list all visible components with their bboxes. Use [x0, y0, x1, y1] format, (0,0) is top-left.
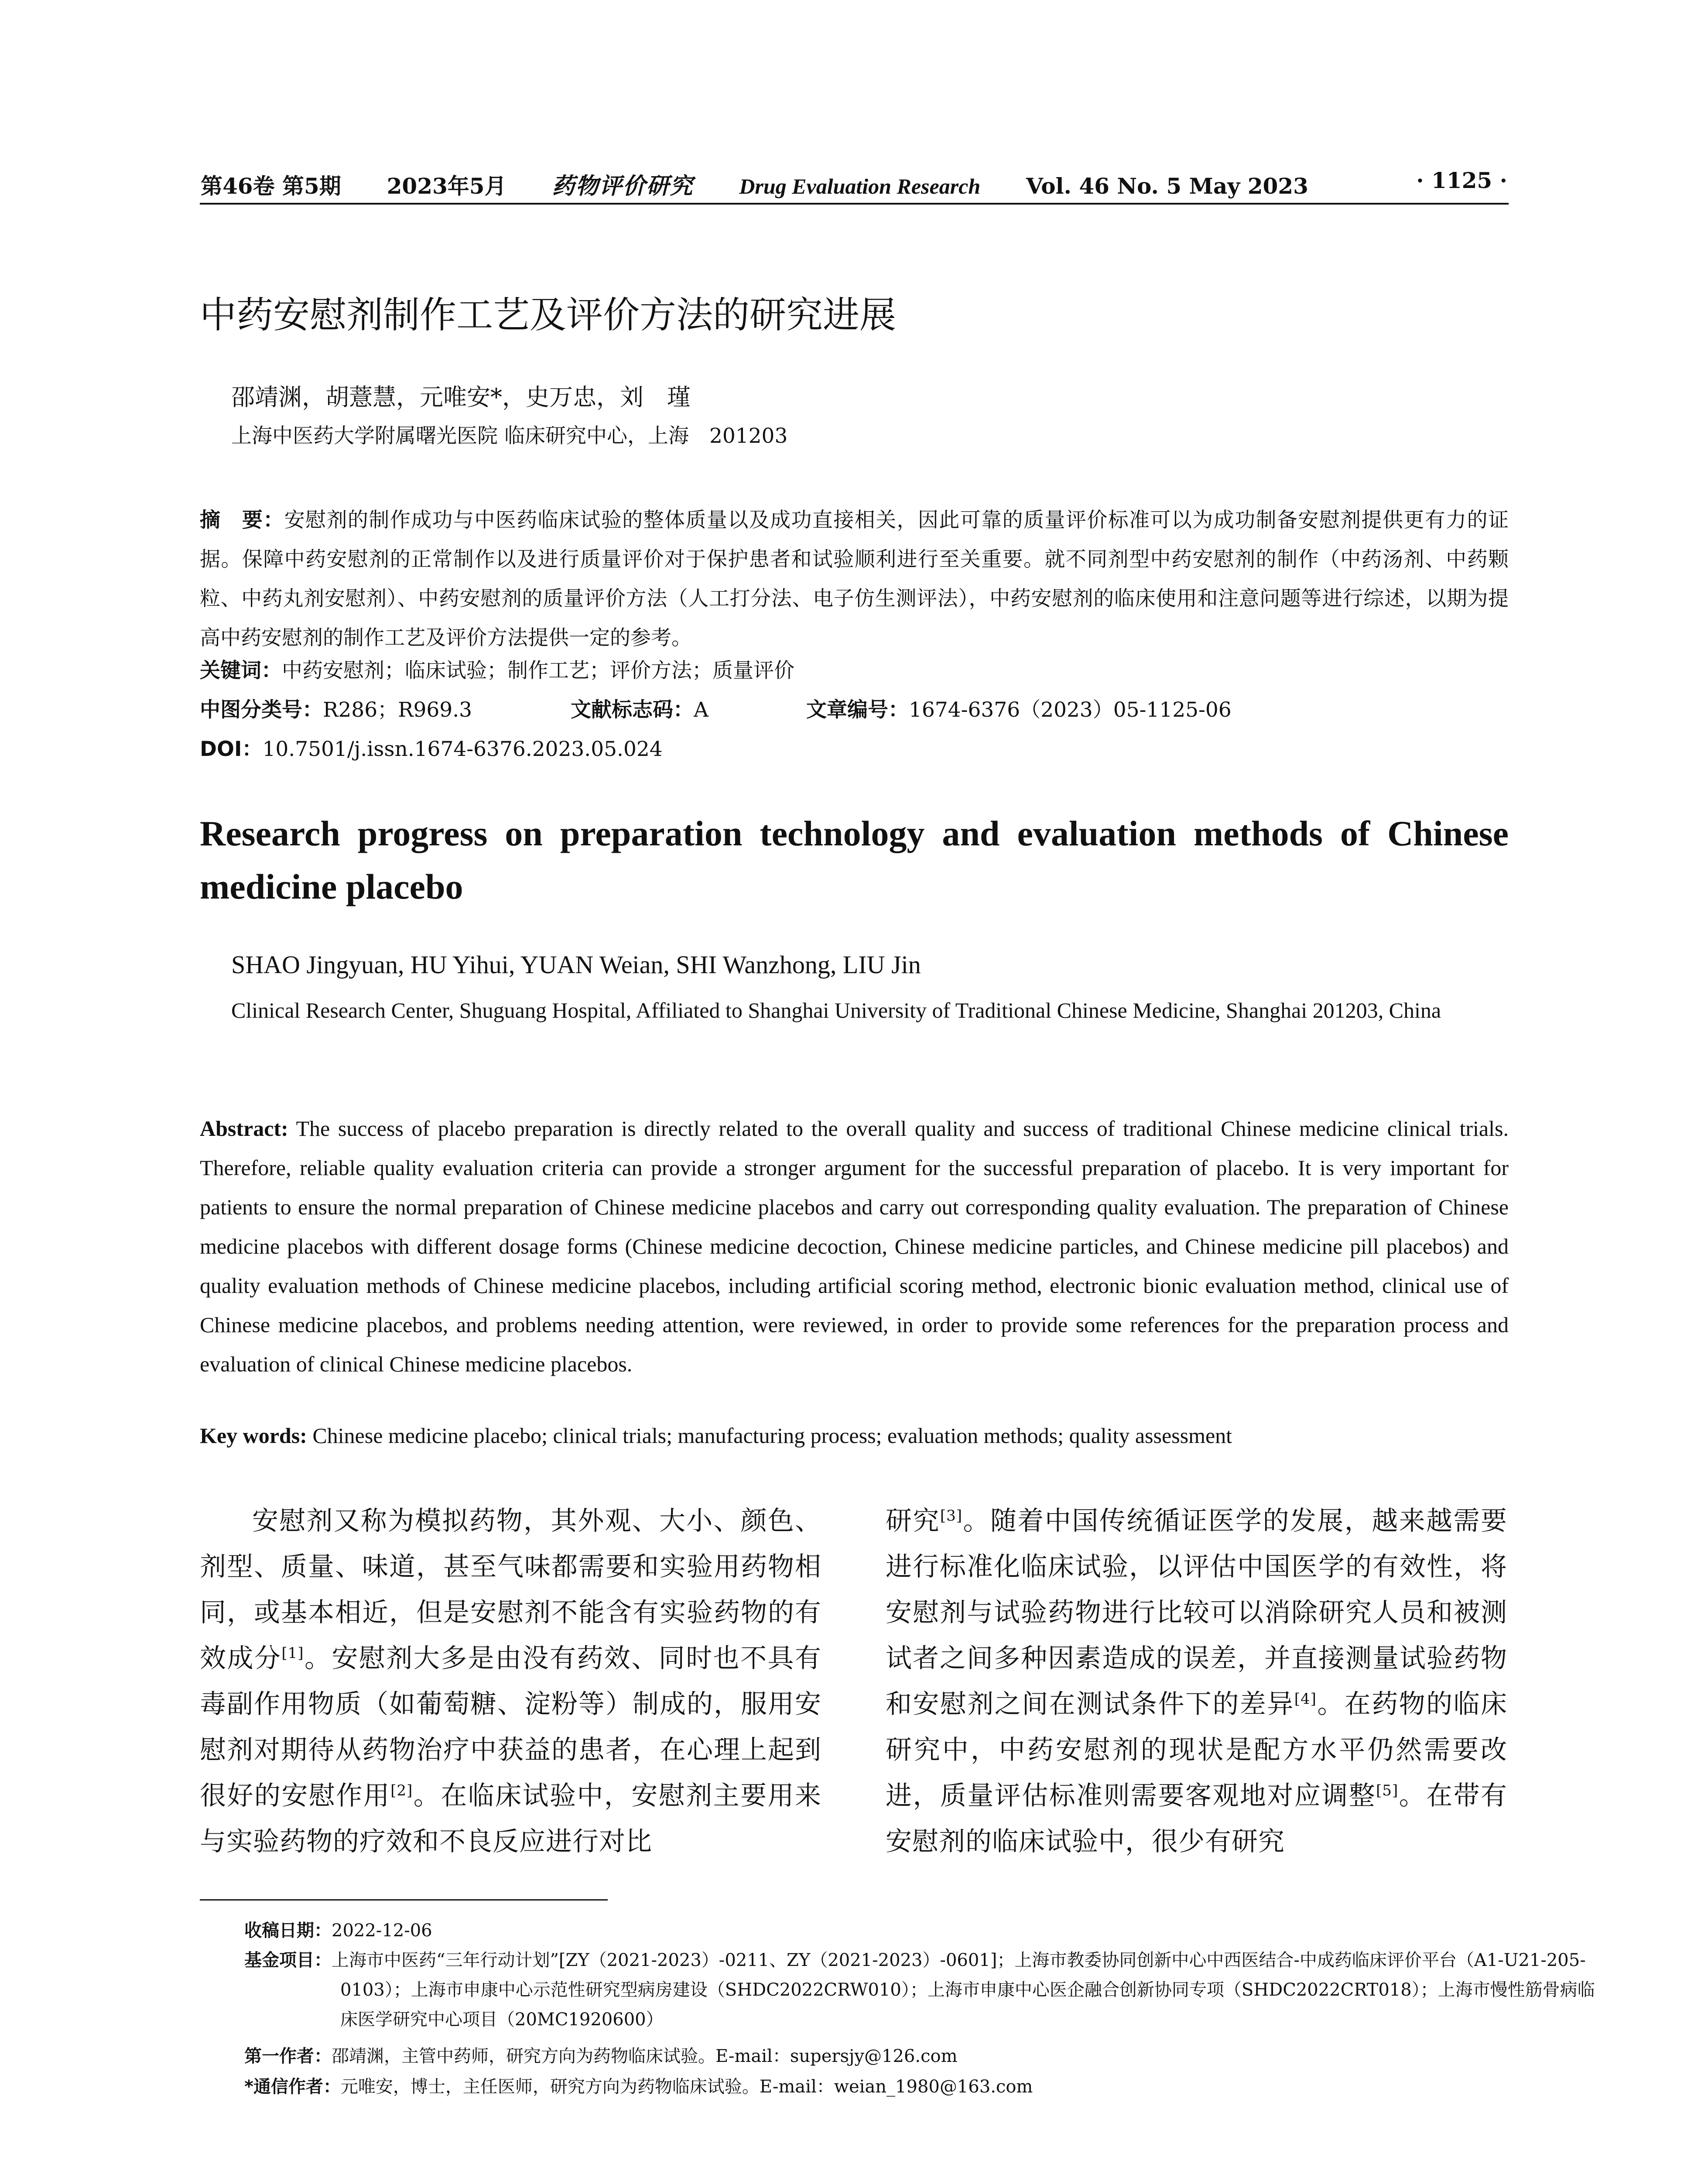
article-id-label: 文章编号：	[806, 698, 909, 722]
journal-logo: 药物评价研究	[552, 173, 694, 199]
authors-en: SHAO Jingyuan, HU Yihui, YUAN Weian, SHI Wanzhong, LIU Jin	[231, 950, 921, 979]
fund-text: 上海市中医药“三年行动计划”[ZY（2021-2023）-0211、ZY（2021-2023）-0601]；上海市教委协同创新中心中西医结合-中成药临床评价平台（A1-U21-205-0103）；上海市申康中心示范性研究型病房建设（SHDC2022CRW010）；上海市申康中心医企融合创新协同专项（SHDC2022CRT018）；上海市慢性筋骨病临床医学研究中心项目（20MC1920600）	[332, 1950, 1595, 2030]
footnote-corresponding-author	[244, 2072, 1509, 2102]
citation[interactable]: [2]	[390, 1782, 413, 1799]
page-number: · 1125 ·	[1416, 168, 1507, 193]
footnote-fund	[244, 1945, 1605, 2034]
doi-value: 10.7501/j.issn.1674-6376.2023.05.024	[262, 737, 663, 761]
citation[interactable]: [1]	[281, 1644, 304, 1662]
header-journal-en: Drug Evaluation Research	[739, 174, 981, 198]
footnote-divider	[200, 1899, 608, 1901]
header-divider	[200, 203, 1509, 205]
abstract-cn-label: 摘 要：	[200, 508, 284, 532]
abstract-cn	[200, 501, 1509, 658]
doi-label: DOI：	[200, 737, 263, 761]
keywords-cn-label: 关键词：	[200, 659, 282, 683]
header-volume-cn: 第46卷 第5期	[201, 173, 341, 199]
running-header	[201, 168, 1509, 200]
body-column-right	[886, 1498, 1507, 1865]
body-text: 。安慰剂大多是由没有药效、同时也不具有毒副作用物质（如葡萄糖、淀粉等）制成的，服用安慰剂对期待从药物治疗中获益的患者，在心理上起到很好的安慰作用	[200, 1643, 822, 1811]
body-column-left	[200, 1498, 821, 1865]
doi-line	[200, 733, 1509, 762]
article-title-cn: 中药安慰剂制作工艺及评价方法的研究进展	[200, 294, 897, 336]
citation[interactable]: [4]	[1294, 1690, 1317, 1708]
keywords-en	[200, 1423, 1509, 1448]
first-author-text: 邵靖渊，主管中药师，研究方向为药物临床试验。E-mail：supersjy@126.com	[332, 2046, 958, 2066]
abstract-cn-text: 安慰剂的制作成功与中医药临床试验的整体质量以及成功直接相关，因此可靠的质量评价标准可以为成功制备安慰剂提供更有力的证据。保障中药安慰剂的正常制作以及进行质量评价对于保护患者和试验顺利进行至关重要。就不同剂型中药安慰剂的制作（中药汤剂、中药颗粒、中药丸剂安慰剂）、中药安慰剂的质量评价方法（人工打分法、电子仿生测评法），中药安慰剂的临床使用和注意问题等进行综述，以期为提高中药安慰剂的制作工艺及评价方法提供一定的参考。	[200, 508, 1509, 650]
citation[interactable]: [3]	[940, 1507, 963, 1525]
header-volume-en: Vol. 46 No. 5 May 2023	[1026, 173, 1308, 199]
body-text: 。在临床试验中，安慰剂主要用来与实验药物的疗效和不良反应进行对比	[200, 1781, 822, 1857]
header-date-cn: 2023年5月	[387, 173, 507, 199]
keywords-cn	[200, 654, 1509, 684]
doc-code-label: 文献标志码：	[571, 698, 694, 722]
body-text: 研究	[886, 1506, 940, 1536]
corresponding-label: *通信作者：	[244, 2077, 341, 2097]
affiliation-cn: 上海中医药大学附属曙光医院 临床研究中心，上海 201203	[231, 424, 788, 448]
article-id-value: 1674-6376（2023）05-1125-06	[909, 698, 1232, 722]
abstract-en	[200, 1109, 1509, 1384]
received-date: 2022-12-06	[332, 1921, 432, 1941]
affiliation-en: Clinical Research Center, Shuguang Hospital, Affiliated to Shanghai University of Traditional Chinese Medicine, Shanghai 201203, China	[231, 998, 1441, 1022]
keywords-en-label: Key words:	[200, 1423, 307, 1448]
doc-code-value: A	[694, 698, 709, 722]
article-title-en: Research progress on preparation technology and evaluation methods of Chinese medicine placebo	[200, 814, 1509, 906]
keywords-cn-text: 中药安慰剂；临床试验；制作工艺；评价方法；质量评价	[282, 659, 794, 683]
body-text: 。在药物的临床研究中，中药安慰剂的现状是配方水平仍然需要改进，质量评估标准则需要客观地对应调整	[886, 1689, 1508, 1811]
classification-line	[200, 694, 1509, 723]
body-text: 安慰剂又称为模拟药物，其外观、大小、颜色、剂型、质量、味道，甚至气味都需要和实验用药物相同，或基本相近，但是安慰剂不能含有实验药物的有效成分	[200, 1506, 821, 1674]
body-text: 。随着中国传统循证医学的发展，越来越需要进行标准化临床试验，以评估中国医学的有效性，将安慰剂与试验药物进行比较可以消除研究人员和被测试者之间多种因素造成的误差，并直接测量试验药物和安慰剂之间在测试条件下的差异	[886, 1506, 1508, 1720]
footnote-first-author	[244, 2041, 1509, 2071]
abstract-en-label: Abstract:	[200, 1116, 288, 1141]
body-text: 。在带有安慰剂的临床试验中，很少有研究	[886, 1781, 1508, 1857]
corresponding-text: 元唯安，博士，主任医师，研究方向为药物临床试验。E-mail：weian_1980@163.com	[340, 2077, 1033, 2097]
clc-label: 中图分类号：	[200, 698, 323, 722]
footnote-received	[244, 1916, 1509, 1945]
clc-value: R286；R969.3	[323, 698, 472, 722]
authors-cn: 邵靖渊，胡薏慧，元唯安*，史万忠，刘 瑾	[231, 383, 691, 411]
citation[interactable]: [5]	[1376, 1782, 1399, 1799]
abstract-en-text: The success of placebo preparation is directly related to the overall quality and success of traditional Chinese medicine clinical trials. Therefore, reliable quality evaluation criteria can provide a stronger argument for the successful preparation of placebo. It is very important for patients to ensure the normal preparation of Chinese medicine placebos and carry out corresponding quality evaluation. The preparation of Chinese medicine placebos with different dosage forms (Chinese medicine decoction, Chinese medicine particles, and Chinese medicine pill placebos) and quality evaluation methods of Chinese medicine placebos, including artificial scoring method, electronic bionic evaluation method, clinical use of Chinese medicine placebos, and problems needing attention, were reviewed, in order to provide some references for the preparation process and evaluation of clinical Chinese medicine placebos.	[200, 1116, 1509, 1376]
keywords-en-text: Chinese medicine placebo; clinical trials; manufacturing process; evaluation methods; quality assessment	[312, 1423, 1232, 1448]
first-author-label: 第一作者：	[244, 2046, 332, 2066]
fund-label: 基金项目：	[244, 1950, 332, 1970]
received-label: 收稿日期：	[244, 1921, 332, 1941]
